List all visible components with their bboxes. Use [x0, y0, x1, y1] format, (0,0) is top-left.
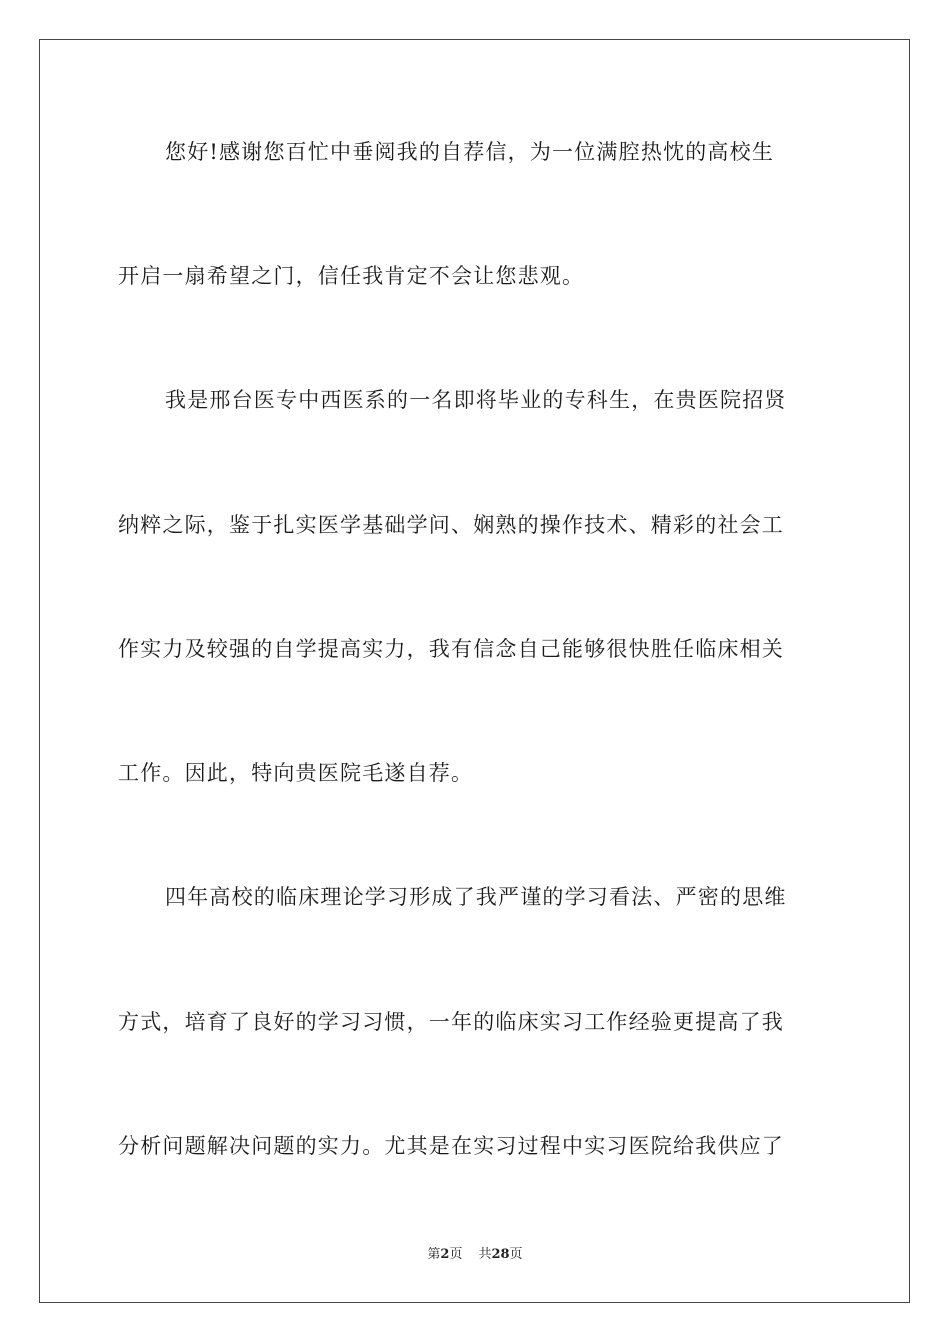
paragraph-1-line-1: 您好!感谢您百忙中垂阅我的自荐信，为一位满腔热忱的高校生 [165, 140, 775, 164]
paragraph-2-line-4: 工作。因此，特向贵医院毛遂自荐。 [118, 761, 474, 785]
page-footer [0, 1245, 950, 1265]
paragraph-3-line-3: 分析问题解决问题的实力。尤其是在实习过程中实习医院给我供应了 [118, 1134, 784, 1158]
paragraph-3-line-1: 四年高校的临床理论学习形成了我严谨的学习看法、严密的思维 [165, 885, 787, 909]
page-border [39, 39, 910, 1303]
paragraph-2-line-1: 我是邢台医专中西医系的一名即将毕业的专科生，在贵医院招贤 [165, 388, 787, 412]
total-prefix: 共 [478, 1247, 492, 1262]
total-suffix: 页 [509, 1247, 523, 1262]
page-number: 2 [440, 1247, 450, 1262]
paragraph-1-line-2: 开启一扇希望之门，信任我肯定不会让您悲观。 [118, 264, 585, 288]
paragraph-2-line-3: 作实力及较强的自学提高实力，我有信念自己能够很快胜任临床相关 [118, 637, 784, 661]
total-pages: 28 [491, 1247, 510, 1262]
paragraph-3-line-2: 方式，培育了良好的学习习惯，一年的临床实习工作经验更提高了我 [118, 1010, 784, 1034]
page-suffix: 页 [449, 1247, 463, 1262]
page-prefix: 第 [427, 1247, 441, 1262]
paragraph-2-line-2: 纳粹之际，鉴于扎实医学基础学问、娴熟的操作技术、精彩的社会工 [118, 513, 784, 537]
